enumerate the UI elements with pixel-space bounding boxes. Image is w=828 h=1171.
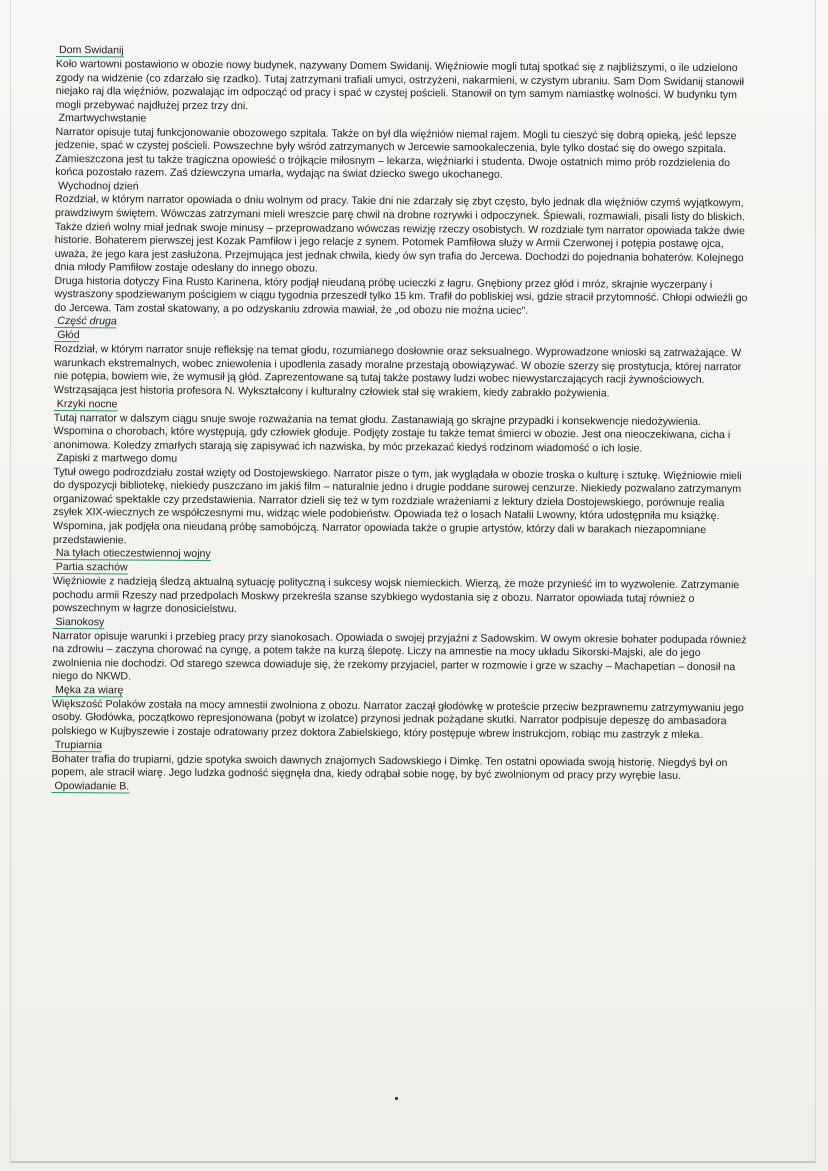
paragraph: Rozdział, w którym narrator opowiada o dniu wolnym od pracy. Takie dni nie zdarzały się zbyt często, było jednak dla więźniów czymś wyjątkowym, prawdziwym świętem. Wówczas zatrzymani mieli wreszcie parę chwil na drobne rozrywki i odpoczynek. Śpiewali, rozmawiali, pisali listy do bliskich. Także dzień wolny miał jednak swoje minusy – przeprowadzano wówczas rewizję rzeczy osobistych. W rozdziale tym narrator opowiada także dwie historie. Bohaterem pierwszej jest Kozak Pamfiłow i jego relacje z synem. Potomek Pamfiłowa służy w Armii Czerwonej i potępia postawę ojca, uważa, że jego kara jest zasłużona. Przejmująca jest jednak chwila, kiedy ów syn trafia do Jercewa. Dochodzi do pojednania bohaterów. Kolejnego dnia młody Pamfiłow zostaje odesłany do innego obozu. [54, 193, 745, 275]
section-heading: Głód [54, 329, 79, 342]
document-body [51, 44, 756, 798]
section-heading: Partia szachów [53, 561, 128, 574]
paragraph: Druga historia dotyczy Fina Rusto Karinena, który podjął nieudaną próbę ucieczki z łagru. Gnębiony przez głód i mróz, skrajnie wyczerpany i wystraszony spodziewanym pościgiem w ciągu tygodnia przeszedł tylko 15 km. Trafił do pobliskiej wsi, gdzie stracił przytomność. Chłopi odwieźli go do Jercewa. Tam został skatowany, a po odzyskaniu zdrowia mawiał, że „od obozu nie można uciec". [54, 274, 748, 317]
section-heading: Dom Swidanij [56, 44, 124, 57]
section-heading: Krzyki nocne [54, 398, 118, 411]
section-glod [54, 329, 754, 401]
paragraph: Tutaj narrator w dalszym ciągu snuje swoje rozważania na temat głodu. Zastanawiają go skrajne przypadki i konsekwencje niedożywienia. Wspomina o chorobach, które występują, gdy człowiek głoduje. Podjęty zostaje tu także temat śmierci w obozie. Jest ona nieoczekiwana, cicha i anonimowa. Koledzy zmarłych starają się zapisywać ich nazwiska, by móc przekazać kiedyś rodzinom wiadomość o ich losie. [53, 411, 731, 455]
section-krzyki-nocne [54, 398, 754, 457]
section-wychodnoj-dzien [54, 180, 755, 320]
paragraph: Tytuł owego podrozdziału został wzięty od Dostojewskiego. Narrator pisze o tym, jak wyglądała w obozie troska o kulturę i sztukę. Więźniowie mieli do dyspozycji bibliotekę, niekiedy puszczano im jakiś film – naturalnie jedno i drugie poddane surowej cenzurze. Niekiedy pozwalano zatrzymanym organizować spektakle czy przedstawienia. Narrator dzieli się też w tym rozdziale wrażeniami z lektury dzieła Dostojewskiego, porównuje realia zsyłek XIX-wiecznych ze współczesnymi mu, widząc wiele podobieństw. Opowiada też o losach Natalii Lwowny, która udostępniła mu książkę. Wspomina, jak podjęła ona nieudaną próbę samobójczą. Narrator opowiada także o grupie artystów, którzy dali w barakach niezapomniane przedstawienie. [52, 465, 742, 546]
paragraph: Więźniowie z nadzieją śledzą aktualną sytuację polityczną i sukcesy wojsk niemieckich. Wierzą, że może przynieść im to wyzwolenie. Zatrzymanie pochodu armii Rzeszy nad przedpolach Moskwy przekreśla szanse szybkiego wydostania się z obozu. Narrator opowiada tutaj również o powszechnym w łagrze donosicielstwu. [52, 575, 740, 616]
section-dom-swidanij [56, 44, 756, 116]
section-meka-za-wiare [52, 684, 752, 743]
paragraph: Większość Polaków została na mocy amnestii zwolniona z obozu. Narrator zaczął głodówkę w proteście przeciw bezprawnemu zatrzymywaniu jego osoby. Głodówka, początkowo represjonowana (pobyt w izolatce) przynosi jednak pożądane skutki. Narrator podpisuje depeszę do ambasadora polskiego w Kujbyszewie i zostaje odratowany przez doktora Zabielskiego, który postępuje wbrew instrukcjom, robiąc mu zastrzyk z mleka. [51, 697, 744, 741]
paragraph: Koło wartowni postawiono w obozie nowy budynek, nazywany Domem Swidanij. Więźniowie mogli tutaj spotkać się z najbliższymi, o ile udzielono zgody na widzenie (co zdarzało się rzadko). Tutaj zatrzymani trafiali umyci, ostrzyżeni, nakarmieni, w czystym ubraniu. Sam Dom Swidanij stanowił niejako raj dla więźniów, pozwalając im odpocząć od pracy i spać w czystej pościeli. Stanowił on tym samym namiastkę wolności. W budynku tym mogli przebywać najdłużej przez trzy dni. [55, 57, 745, 112]
part-heading: Część druga [54, 315, 117, 328]
section-heading: Wychodnoj dzień [58, 179, 139, 193]
paragraph: Narrator opisuje tutaj funkcjonowanie obozowego szpitala. Także on był dla więźniów niemal rajem. Mogli tu cieszyć się dobrą opieką, jeść lepsze jedzenie, spać w czystej pościeli. Powszechne były wśród zatrzymanych w Jercewie samookaleczenia, byle tylko dostać się do owego szpitala. Zamieszczona jest tu także tragiczna opowieść o trójkącie miłosnym – lekarza, więźniarki i studenta. Dwoje ostatnich mimo prób rozdzielenia do końca pozostało razem. Zaś dziewczyna umarła, wydając na świat dziecko swego ukochanego. [55, 125, 737, 182]
section-zmartwychwstanie [55, 112, 755, 184]
paragraph: Narrator opisuje warunki i przebieg pracy przy sianokosach. Opowiada o swojej przyjaźni z Sadowskim. W owym okresie bohater podupada również na zdrowiu – zaczyna chorować na cyngę, a potem także na kurzą ślepotę. Liczy na amnestie na mocy układu Sikorski-Majski, ale do jego zwolnienia nie dochodzi. Od starego szewca dowiaduje się, że rzekomy przyjaciel, parter w rozmowie i grze w szachy – Machapetian – donosił na niego do NKWD. [52, 629, 747, 683]
section-heading: Sianokosy [52, 616, 104, 629]
section-heading: Zmartwychwstanie [58, 112, 147, 125]
section-heading: Trupiarnia [52, 739, 102, 752]
section-heading: Męka za wiarę [52, 684, 123, 697]
section-heading: Opowiadanie B. [51, 780, 129, 793]
paragraph: Rozdział, w którym narrator snuje refleksję na temat głodu, rozumianego dosłownie oraz seksualnego. Wyprowadzone wnioski są zatrważające. W warunkach ekstremalnych, wobec zniewolenia i upodlenia zasady moralne przestają obowiązywać. W obozie szerzy się prostytucja, której narrator nie potępia, bowiem wie, że wymusił ją głód. Zaprezentowane są tutaj także postawy ludzi wobec niewystarczających racji żywnościowych. Wstrząsająca jest historia profesora N. Wykształcony i kulturalny człowiek stał się wrakiem, kiedy zabrakło pożywienia. [53, 343, 742, 400]
section-zapiski-z-martwego-domu [53, 452, 754, 551]
part-heading: Na tyłach otieczestwiennoj wojny [53, 547, 211, 561]
paragraph: Bohater trafia do trupiarni, gdzie spotyka swoich dawnych znajomych Sadowskiego i Dimkę. Ten ostatni opowiada swoją historię. Niegdyś był on popem, ale stracił wiarę. Jego ludzka godność sięgnęła dna, kiedy odrąbał sobie nogę, by być zwolnionym od pracy przy wyrębie lasu. [51, 752, 728, 782]
section-sianokosy [52, 616, 752, 688]
section-partia-szachow [53, 561, 753, 620]
section-trupiarnia [52, 739, 752, 784]
ink-speck [395, 1097, 398, 1100]
section-heading: Zapiski z martwego domu [56, 452, 178, 465]
